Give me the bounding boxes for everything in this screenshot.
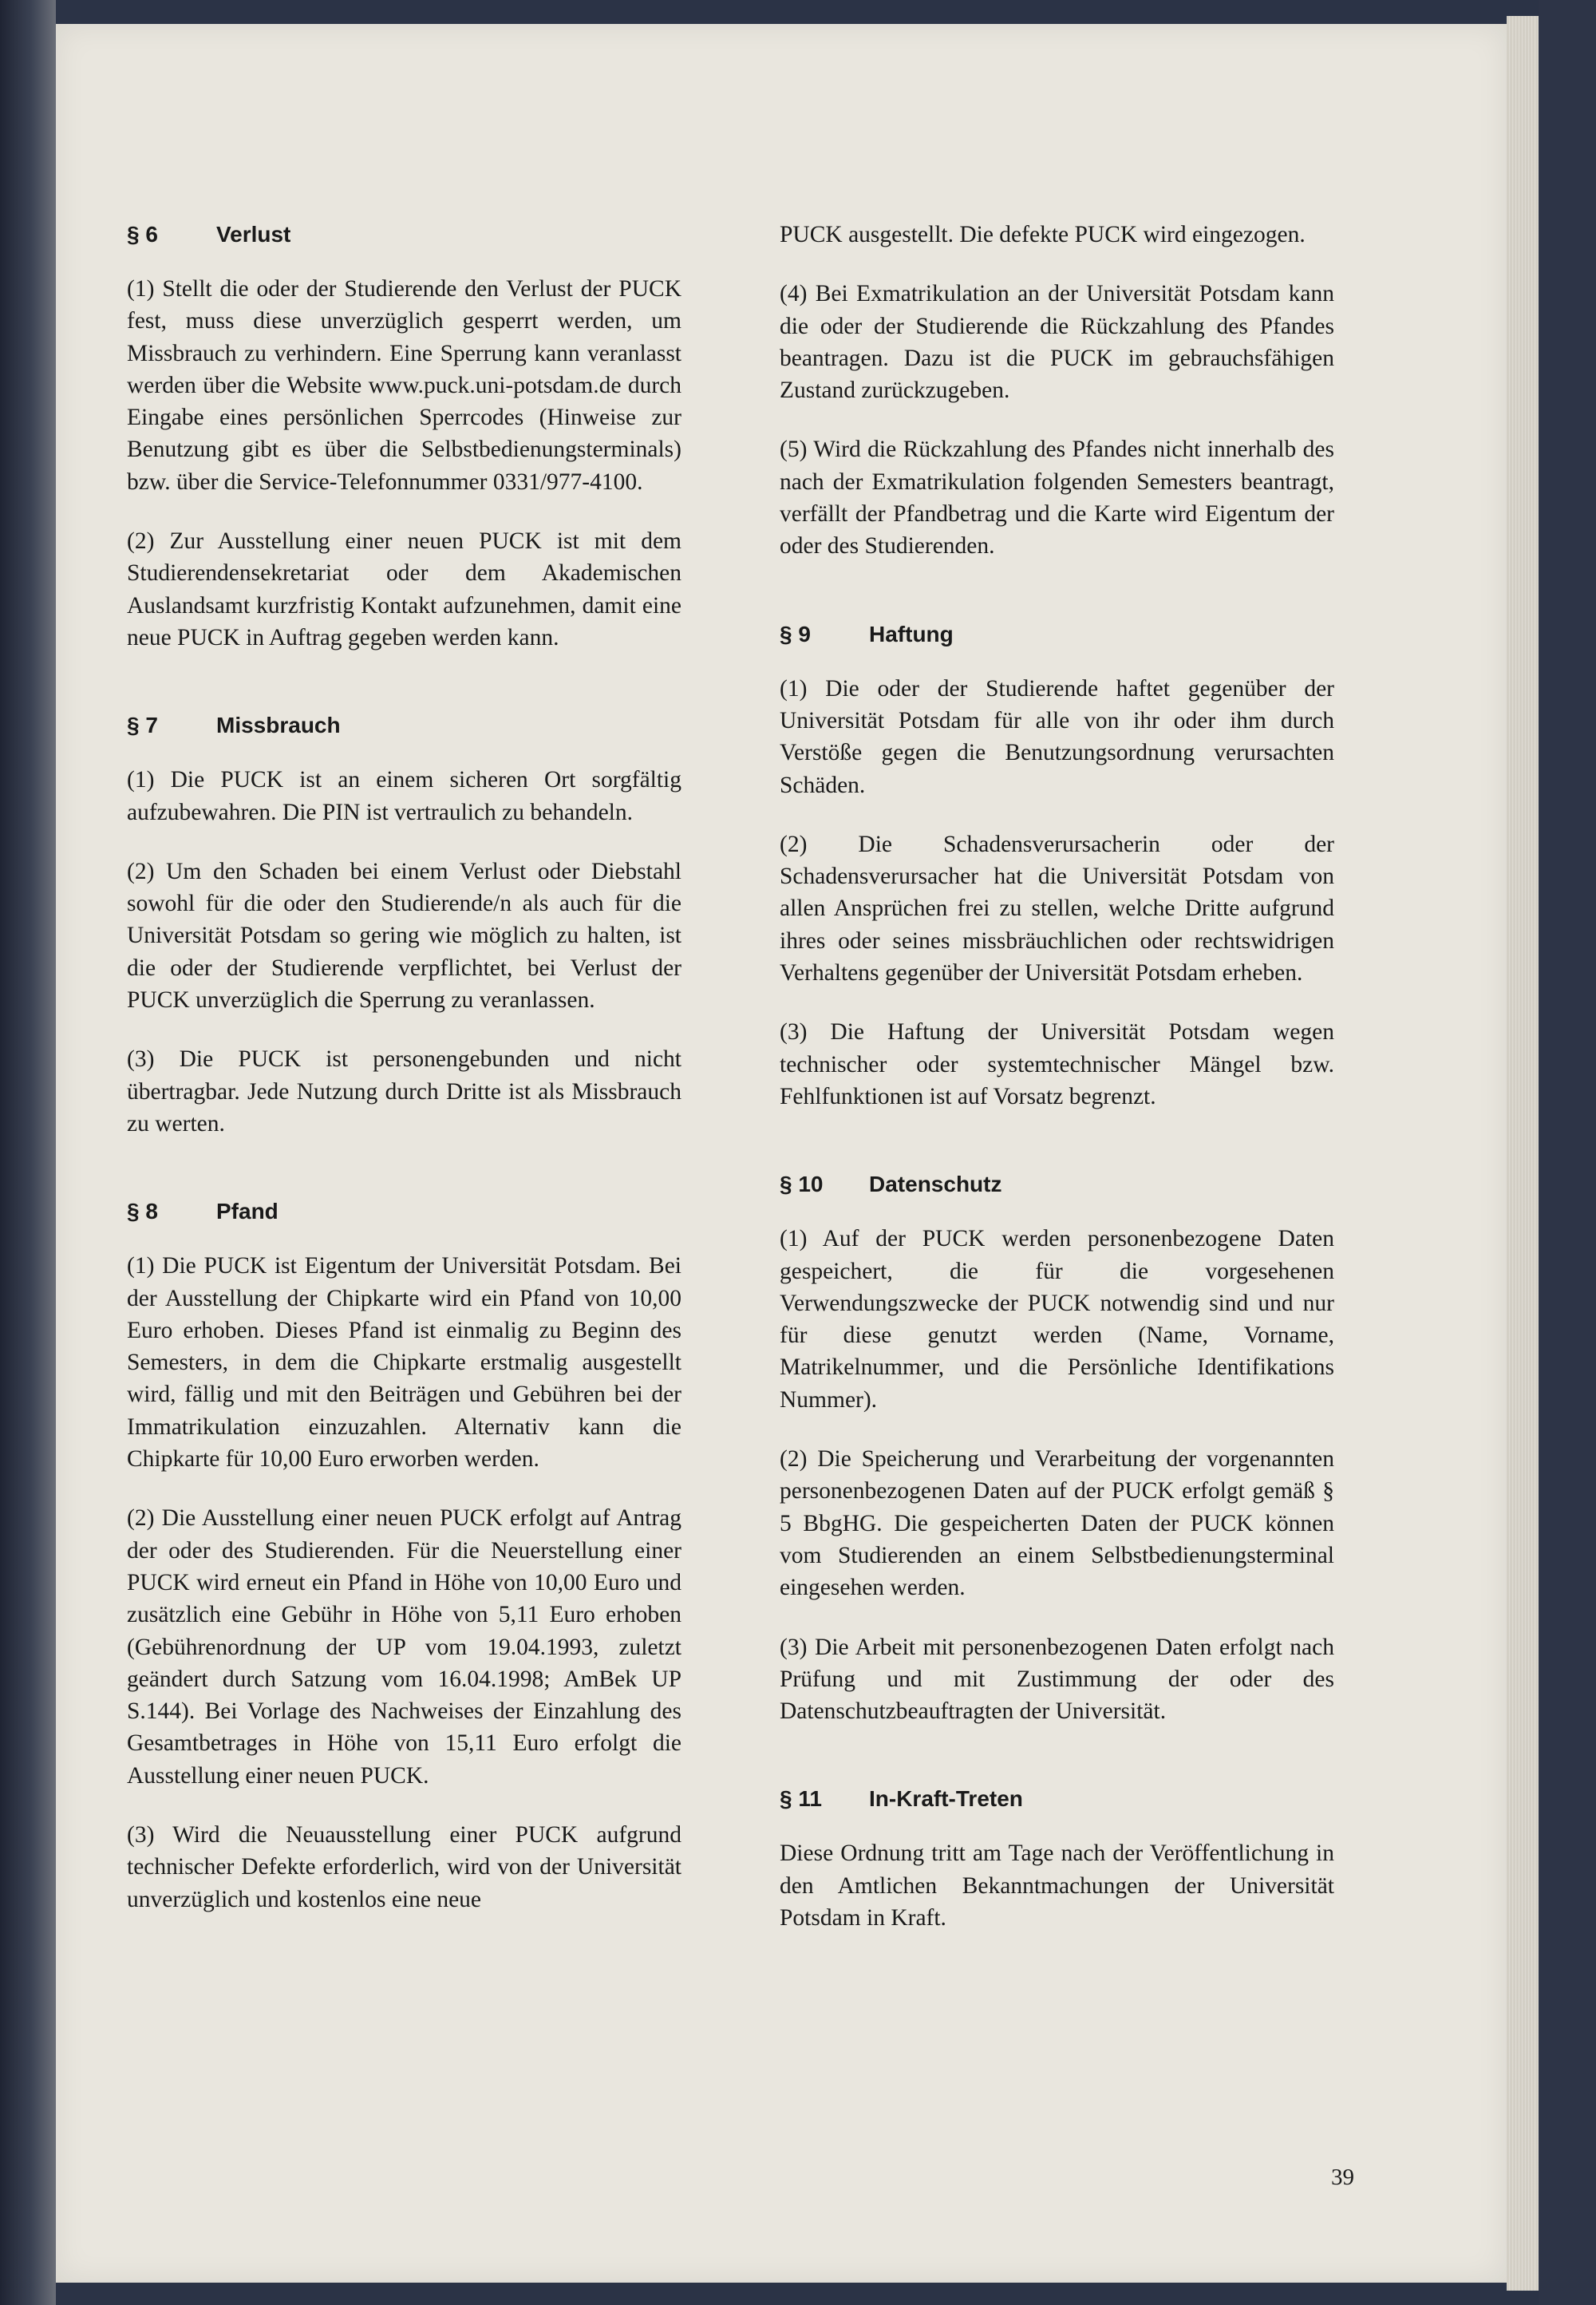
page-fore-edge [1507,16,1539,2291]
paragraph: (1) Auf der PUCK werden personenbezogene Daten gespeichert, die für die vorgesehenen Verwendungszwecke der PUCK notwendig sind und nur für diese genutzt werden (Name, Vorname, Matrikelnummer, und die Persönliche Identifikations Nummer). [780,1226,1334,1413]
section-title: Haftung [869,621,954,646]
paragraph: (2) Um den Schaden bei einem Verlust oder Diebstahl sowohl für die oder den Studierende/n als auch für die Universität Potsdam so gering wie möglich zu halten, ist die oder der Studierende verpflichtet, bei Verlust der PUCK unverzüglich die Sperrung zu veranlassen. [127,858,681,1014]
paragraph: (3) Wird die Neuausstellung einer PUCK aufgrund technischer Defekte erforderlich, wird von der Universität unverzüglich und kostenlos eine neue [127,1821,681,1912]
section-heading [127,219,681,251]
section-10 [780,1168,1334,1727]
section-number: § 8 [127,1199,158,1224]
book-cover-edge-right [1539,0,1596,2305]
section-8 [127,1196,681,1916]
book-cover-edge-left [0,0,56,2305]
paragraph: (3) Die PUCK ist personengebunden und nicht übertragbar. Jede Nutzung durch Dritte ist als Missbrauch zu werten. [127,1046,681,1137]
paragraph: (2) Zur Ausstellung einer neuen PUCK ist mit dem Studierendensekretariat oder dem Akademischen Auslandsamt kurzfristig Kontakt aufzunehmen, damit eine neue PUCK in Auftrag gegeben werden kann. [127,528,681,650]
paragraph: Diese Ordnung tritt am Tage nach der Veröffentlichung in den Amtlichen Bekanntmachungen der Universität Potsdam in Kraft. [780,1840,1334,1931]
section-7 [127,710,681,1140]
section-11 [780,1783,1334,1934]
section-number: § 10 [780,1172,824,1197]
paragraph: (2) Die Ausstellung einer neuen PUCK erfolgt auf Antrag der oder des Studierenden. Für die Neuerstellung einer PUCK wird erneut ein Pfand in Höhe von 10,00 Euro und zusätzlich eine Gebühr in Höhe von 5,11 Euro erhoben (Gebührenordnung der UP vom 19.04.1993, zuletzt geändert durch Satzung vom 16.04.1998; AmBek UP S.144). Bei Vorlage des Nachweises der Einzahlung des Gesamtbetrages in Höhe von 15,11 Euro erfolgt die Ausstellung einer neuen PUCK. [127,1505,681,1789]
paragraph-continuation: PUCK ausgestellt. Die defekte PUCK wird eingezogen. [780,222,1306,247]
right-column [780,219,1334,1990]
section-title: Verlust [216,222,291,247]
left-column [127,219,681,1971]
paragraph: (2) Die Speicherung und Verarbeitung der vorgenannten personenbezogenen Daten auf der PUCK erfolgt gemäß § 5 BbgHG. Die gespeicherten Daten der PUCK können vom Studierenden an einem Selbstbedienungsterminal eingesehen werden. [780,1446,1334,1601]
section-number: § 9 [780,621,811,646]
section-9 [780,619,1334,1113]
section-title: Missbrauch [216,713,341,738]
section-number: § 6 [127,222,158,247]
section-title: Pfand [216,1199,279,1224]
paragraph: (1) Die PUCK ist Eigentum der Universität Potsdam. Bei der Ausstellung der Chipkarte wird ein Pfand von 10,00 Euro erhoben. Dieses Pfand ist einmalig zu Beginn des Semesters, in dem die Chipkarte erstmalig ausgestellt wird, fällig und mit den Beiträgen und Gebühren bei der Immatrikulation einzuzahlen. Alternativ kann die Chipkarte für 10,00 Euro erworben werden. [127,1253,681,1473]
paragraph: (2) Die Schadensverursacherin oder der Schadensverursacher hat die Universität Potsdam von allen Ansprüchen frei zu stellen, welche Dritte aufgrund ihres oder seines missbräuchlichen oder rechtswidrigen Verhaltens gegenüber der Universität Potsdam erheben. [780,831,1334,986]
paragraph: (1) Die PUCK ist an einem sicheren Ort sorgfältig aufzubewahren. Die PIN ist vertraulich zu behandeln. [127,767,681,825]
paragraph: (3) Die Arbeit mit personenbezogenen Daten erfolgt nach Prüfung und mit Zustimmung der oder des Datenschutzbeauftragten der Universität. [780,1634,1334,1725]
section-title: In-Kraft-Treten [869,1786,1023,1812]
paragraph: (4) Bei Exmatrikulation an der Universität Potsdam kann die oder der Studierende die Rückzahlung des Pfandes beantragen. Dazu ist die PUCK im gebrauchsfähigen Zustand zurückzugeben. [780,281,1334,404]
section-heading [127,1196,681,1228]
paragraph: (3) Die Haftung der Universität Potsdam wegen technischer oder systemtechnischer Mängel bzw. Fehlfunktionen ist auf Vorsatz begrenzt. [780,1019,1334,1109]
section-heading [127,710,681,741]
section-heading [780,619,1334,650]
section-title: Datenschutz [869,1172,1002,1197]
section-heading [780,1783,1334,1815]
section-number: § 7 [127,713,158,738]
section-number: § 11 [780,1786,822,1812]
page-number: 39 [1331,2165,1354,2190]
paragraph: (5) Wird die Rückzahlung des Pfandes nicht innerhalb des nach der Exmatrikulation folgenden Semesters beantragt, verfällt der Pfandbetrag und die Karte wird Eigentum der oder des Studierenden. [780,437,1334,559]
section-6 [127,219,681,654]
section-heading [780,1168,1334,1200]
paragraph: (1) Die oder der Studierende haftet gegenüber der Universität Potsdam für alle von ihr oder ihm durch Verstöße gegen die Benutzungsordnung verursachten Schäden. [780,675,1334,798]
paragraph: (1) Stellt die oder der Studierende den Verlust der PUCK fest, muss diese unverzüglich gesperrt werden, um Missbrauch zu verhindern. Eine Sperrung kann veranlasst werden über die Website www.puck.uni-potsdam.de durch Eingabe eines persönlichen Sperrcodes (Hinweise zur Benutzung gibt es über die Selbstbedienungsterminals) bzw. über die Service-Telefonnummer 0331/977-4100. [127,276,681,495]
